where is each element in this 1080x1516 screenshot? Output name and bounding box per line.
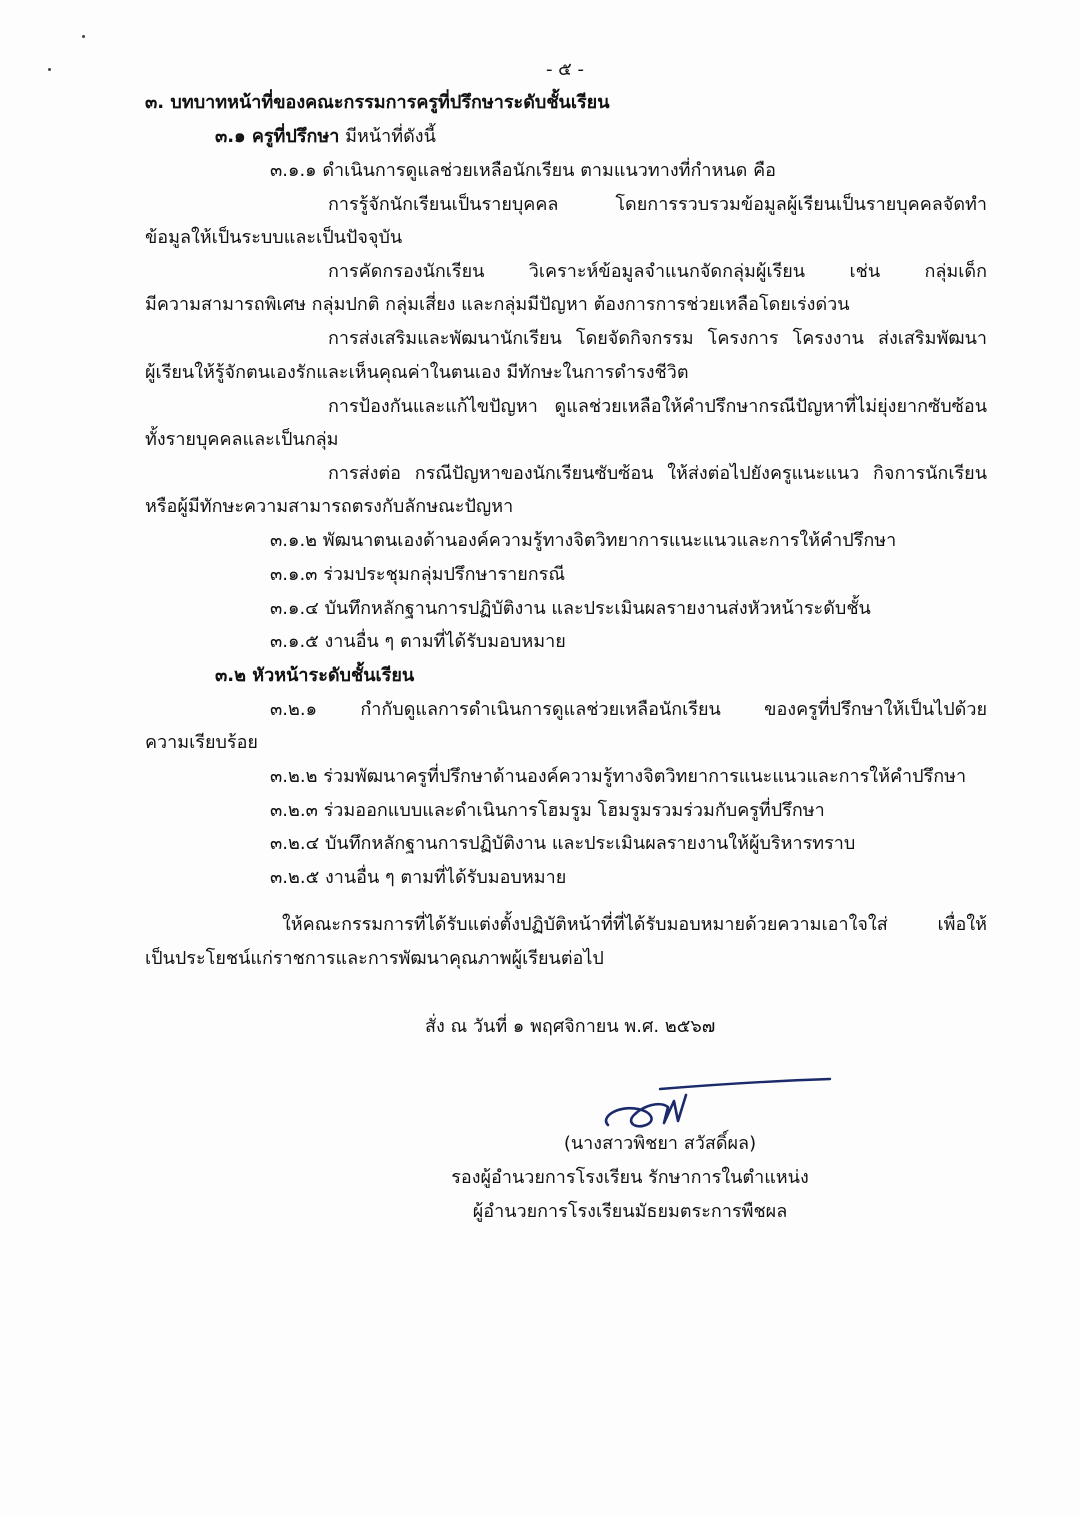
- item-3-1-3: ๓.๑.๓ ร่วมประชุมกลุ่มปรึกษารายกรณี: [270, 564, 566, 585]
- closing-line-1: [282, 912, 987, 938]
- paragraph-4-line-1: [328, 394, 987, 420]
- item-3-2-1-text: ๓.๒.๑ กำกับดูแลการดำเนินการดูแลช่วยเหลือนักเรียน ของครูที่ปรึกษาให้เป็นไปด้วย: [270, 699, 987, 720]
- section-3-1-title: ๓.๑ ครูที่ปรึกษา: [215, 126, 340, 147]
- item-3-1-4: ๓.๑.๔ บันทึกหลักฐานการปฏิบัติงาน และประเมินผลรายงานส่งหัวหน้าระดับชั้น: [270, 598, 871, 619]
- order-date: สั่ง ณ วันที่ ๑ พฤศจิกายน พ.ศ. ๒๕๖๗: [425, 1016, 716, 1037]
- signatory-position-1: รองผู้อำนวยการโรงเรียน รักษาการในตำแหน่ง: [451, 1167, 809, 1188]
- paragraph-5-line-2: หรือผู้มีทักษะความสามารถตรงกับลักษณะปัญหา: [145, 496, 514, 517]
- signature-stroke: [606, 1095, 686, 1126]
- paragraph-3-line-1: [328, 326, 987, 352]
- paragraph-1-line-1: [328, 192, 987, 218]
- scan-speck: [82, 35, 85, 38]
- item-3-2-3: ๓.๒.๓ ร่วมออกแบบและดำเนินการโฮมรูม โฮมรูมรวมร่วมกับครูที่ปรึกษา: [270, 800, 825, 821]
- paragraph-2-line-2: มีความสามารถพิเศษ กลุ่มปกติ กลุ่มเสี่ยง และกลุ่มมีปัญหา ต้องการการช่วยเหลือโดยเร่งด่วน: [145, 294, 850, 315]
- item-3-1-5: ๓.๑.๕ งานอื่น ๆ ตามที่ได้รับมอบหมาย: [270, 631, 566, 652]
- section-3-heading: ๓. บทบาทหน้าที่ของคณะกรรมการครูที่ปรึกษาระดับชั้นเรียน: [145, 92, 610, 113]
- item-3-1-2: ๓.๑.๒ พัฒนาตนเองด้านองค์ความรู้ทางจิตวิทยาการแนะแนวและการให้คำปรึกษา: [270, 530, 897, 551]
- paragraph-2-text: การคัดกรองนักเรียน วิเคราะห์ข้อมูลจำแนกจัดกลุ่มผู้เรียน เช่น กลุ่มเด็ก: [328, 261, 987, 282]
- item-3-2-5: ๓.๒.๕ งานอื่น ๆ ตามที่ได้รับมอบหมาย: [270, 867, 567, 888]
- closing-text: ให้คณะกรรมการที่ได้รับแต่งตั้งปฏิบัติหน้าที่ที่ได้รับมอบหมายด้วยความเอาใจใส่ เพื่อให้: [282, 914, 987, 935]
- paragraph-3-text: การส่งเสริมและพัฒนานักเรียน โดยจัดกิจกรรม โครงการ โครงงาน ส่งเสริมพัฒนา: [328, 328, 987, 349]
- signatory-position-2: ผู้อำนวยการโรงเรียนมัธยมตระการพืชผล: [472, 1201, 788, 1222]
- paragraph-5-text: การส่งต่อ กรณีปัญหาของนักเรียนซับซ้อน ให้ส่งต่อไปยังครูแนะแนว กิจการนักเรียน: [328, 463, 987, 484]
- item-3-2-2: ๓.๒.๒ ร่วมพัฒนาครูที่ปรึกษาด้านองค์ความรู้ทางจิตวิทยาการแนะแนวและการให้คำปรึกษา: [270, 766, 967, 787]
- paragraph-3-line-2: ผู้เรียนให้รู้จักตนเองรักและเห็นคุณค่าในตนเอง มีทักษะในการดำรงชีวิต: [145, 362, 689, 383]
- paragraph-1-text: การรู้จักนักเรียนเป็นรายบุคคล โดยการรวบรวมข้อมูลผู้เรียนเป็นรายบุคคลจัดทำ: [328, 194, 987, 215]
- paragraph-2-line-1: [328, 259, 987, 285]
- item-3-2-1-line-1: [270, 697, 987, 723]
- section-3-1-heading: [215, 124, 436, 150]
- section-3-1-subtitle: มีหน้าที่ดังนี้: [339, 126, 436, 147]
- paragraph-1-line-2: ข้อมูลให้เป็นระบบและเป็นปัจจุบัน: [145, 227, 403, 248]
- closing-line-2: เป็นประโยชน์แก่ราชการและการพัฒนาคุณภาพผู้เรียนต่อไป: [145, 948, 604, 969]
- paragraph-5-line-1: [328, 461, 987, 487]
- paragraph-4-line-2: ทั้งรายบุคคลและเป็นกลุ่ม: [145, 429, 339, 450]
- item-3-2-4: ๓.๒.๔ บันทึกหลักฐานการปฏิบัติงาน และประเมินผลรายงานให้ผู้บริหารทราบ: [270, 833, 856, 854]
- signature-underline: [660, 1079, 830, 1089]
- page-number: - ๕ -: [545, 59, 585, 80]
- section-3-2-heading: ๓.๒ หัวหน้าระดับชั้นเรียน: [215, 665, 415, 686]
- paragraph-4-text: การป้องกันและแก้ไขปัญหา ดูแลช่วยเหลือให้คำปรึกษากรณีปัญหาที่ไม่ยุ่งยากซับซ้อน: [328, 396, 987, 417]
- signature-block: [430, 1128, 830, 1228]
- signatory-name: (นางสาวพิชยา สวัสดิ์ผล): [563, 1133, 757, 1154]
- item-3-1-1: ๓.๑.๑ ดำเนินการดูแลช่วยเหลือนักเรียน ตามแนวทางที่กำหนด คือ: [270, 160, 776, 181]
- item-3-2-1-line-2: ความเรียบร้อย: [145, 732, 258, 753]
